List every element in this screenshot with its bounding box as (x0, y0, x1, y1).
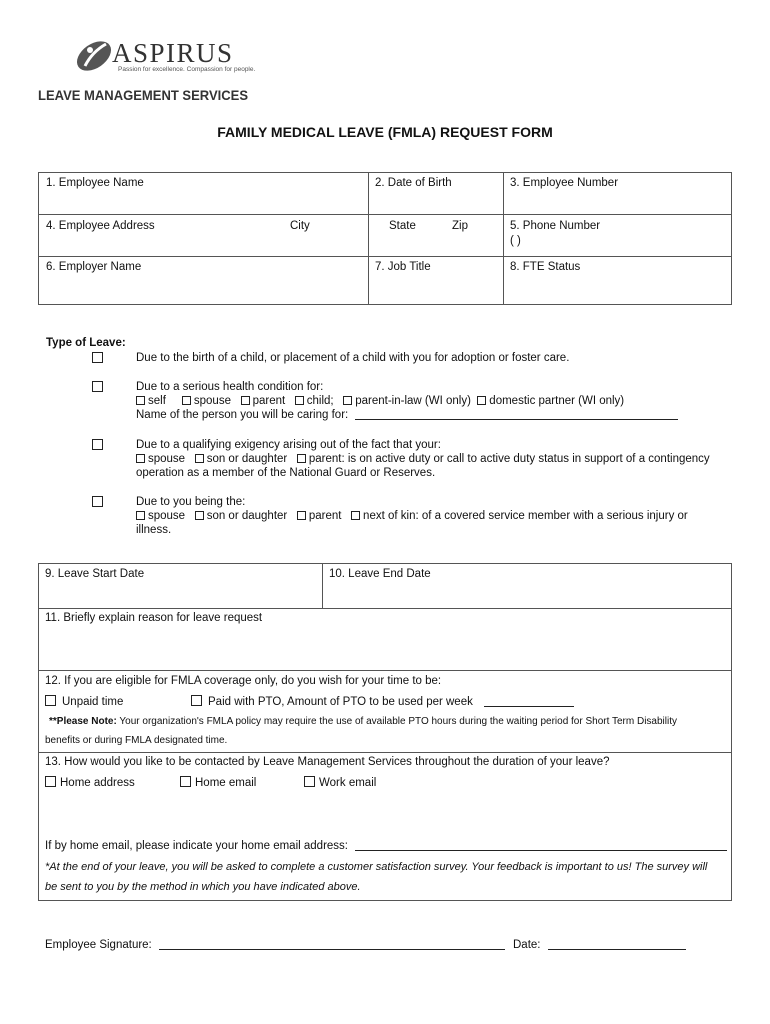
leave-health-checkbox[interactable] (92, 381, 103, 392)
being-spouse-label: spouse (148, 510, 186, 522)
employee-signature-label: Employee Signature: (45, 939, 152, 951)
being-next-of-kin-checkbox[interactable] (351, 511, 360, 520)
health-parent-checkbox[interactable] (241, 396, 250, 405)
exigency-child-checkbox[interactable] (195, 454, 204, 463)
health-spouse-checkbox[interactable] (182, 396, 191, 405)
being-line2: illness. (136, 524, 172, 536)
health-parent-label: parent (252, 395, 286, 407)
unpaid-checkbox[interactable] (45, 695, 56, 706)
home-email-prompt: If by home email, please indicate your home email address: (45, 840, 348, 852)
phone-number-field[interactable] (590, 236, 729, 250)
logo-tagline: Passion for excellence. Compassion for people. (118, 66, 256, 73)
exigency-options-row (136, 453, 710, 465)
phone-area-code-parens: ( ) (510, 235, 521, 247)
pto-amount-field[interactable] (484, 696, 574, 707)
exigency-spouse-label: spouse (148, 453, 186, 465)
being-spouse-checkbox[interactable] (136, 511, 145, 520)
leave-start-date-label: 9. Leave Start Date (45, 568, 145, 580)
caring-for-row (136, 409, 678, 421)
survey-note-line1: *At the end of your leave, you will be asked to complete a customer satisfaction survey. Your feedback is important to us! The survey will (45, 861, 708, 873)
caring-for-field[interactable] (355, 409, 678, 420)
home-email-row (45, 840, 727, 852)
survey-note-line2: be sent to you by the method in which you have indicated above. (45, 881, 361, 893)
leave-reason-field[interactable] (45, 632, 729, 646)
health-self-label: self (148, 395, 166, 407)
fte-status-field[interactable] (510, 280, 729, 294)
aspirus-logo-icon (72, 34, 116, 78)
leave-end-date-field[interactable] (329, 585, 728, 599)
being-options-row (136, 510, 688, 522)
leave-reason-label: 11. Briefly explain reason for leave request (45, 612, 263, 624)
signature-row (45, 939, 505, 951)
employee-name-field[interactable] (46, 193, 365, 207)
paid-pto-option (191, 695, 574, 708)
leave-birth-label: Due to the birth of a child, or placement of a child with you for adoption or foster care. (136, 352, 570, 364)
health-domestic-partner-label: domestic partner (WI only) (489, 395, 625, 407)
date-of-birth-label: 2. Date of Birth (375, 177, 452, 189)
employee-number-field[interactable] (510, 193, 729, 207)
health-spouse-label: spouse (193, 395, 231, 407)
leave-start-date-field[interactable] (45, 585, 319, 599)
q13-text: 13. How would you like to be contacted by Leave Management Services throughout the duration of your leave? (45, 756, 610, 768)
fte-status-label: 8. FTE Status (510, 261, 581, 273)
leave-being-checkbox[interactable] (92, 496, 103, 507)
unpaid-option (45, 695, 123, 708)
employer-name-field[interactable] (46, 280, 365, 294)
health-parent-in-law-checkbox[interactable] (343, 396, 352, 405)
being-parent-label: parent (308, 510, 342, 522)
zip-label: Zip (452, 220, 468, 232)
home-email-field[interactable] (355, 840, 727, 851)
pto-note-bold: **Please Note: (49, 716, 117, 727)
form-title: FAMILY MEDICAL LEAVE (FMLA) REQUEST FORM (217, 124, 553, 140)
exigency-parent-label: parent: (308, 453, 345, 465)
employee-name-label: 1. Employee Name (46, 177, 144, 189)
paid-pto-label: Paid with PTO, Amount of PTO to be used per week (208, 696, 473, 708)
being-next-of-kin-label: next of kin: (363, 510, 419, 522)
being-rest-text: of a covered service member with a serious injury or (421, 510, 688, 522)
caring-for-label: Name of the person you will be caring for: (136, 409, 349, 421)
being-parent-checkbox[interactable] (297, 511, 306, 520)
exigency-rest-text: is on active duty or call to active duty status in support of a contingency (347, 453, 710, 465)
contact-home-email-option (180, 776, 256, 789)
job-title-field[interactable] (375, 280, 499, 294)
type-of-leave-heading: Type of Leave: (46, 337, 126, 349)
health-domestic-partner-checkbox[interactable] (477, 396, 486, 405)
logo-wordmark: ASPIRUS (112, 38, 234, 68)
department-heading: LEAVE MANAGEMENT SERVICES (38, 87, 249, 103)
contact-home-address-option (45, 776, 135, 789)
health-parent-in-law-label: parent-in-law (WI only) (355, 395, 471, 407)
leave-health-label: Due to a serious health condition for: (136, 381, 324, 393)
pto-note (49, 716, 677, 727)
leave-birth-checkbox[interactable] (92, 352, 103, 363)
pto-note-line2: benefits or during FMLA designated time. (45, 735, 228, 746)
contact-work-email-option (304, 776, 376, 789)
city-label: City (290, 220, 310, 232)
employee-address-label: 4. Employee Address (46, 220, 155, 232)
date-row (513, 939, 686, 951)
exigency-parent-checkbox[interactable] (297, 454, 306, 463)
exigency-child-label: son or daughter (206, 453, 288, 465)
contact-home-email-checkbox[interactable] (180, 776, 191, 787)
contact-work-email-label: Work email (319, 777, 377, 789)
unpaid-label: Unpaid time (62, 696, 124, 708)
contact-home-address-label: Home address (60, 777, 135, 789)
health-child-label: child; (306, 395, 334, 407)
contact-work-email-checkbox[interactable] (304, 776, 315, 787)
leave-exigency-checkbox[interactable] (92, 439, 103, 450)
leave-being-label: Due to you being the: (136, 496, 246, 508)
job-title-label: 7. Job Title (375, 261, 431, 273)
health-options-row (136, 395, 624, 407)
employee-address-field[interactable] (46, 236, 365, 250)
exigency-spouse-checkbox[interactable] (136, 454, 145, 463)
being-child-label: son or daughter (206, 510, 288, 522)
employee-signature-field[interactable] (159, 939, 505, 950)
employee-number-label: 3. Employee Number (510, 177, 619, 189)
date-of-birth-field[interactable] (375, 193, 499, 207)
being-child-checkbox[interactable] (195, 511, 204, 520)
contact-home-email-label: Home email (195, 777, 257, 789)
pto-note-text: Your organization's FMLA policy may require the use of available PTO hours during the waiting period for Short Term Disability (119, 716, 677, 727)
exigency-line2: operation as a member of the National Guard or Reserves. (136, 467, 436, 479)
signature-date-field[interactable] (548, 939, 686, 950)
leave-end-date-label: 10. Leave End Date (329, 568, 431, 580)
employer-name-label: 6. Employer Name (46, 261, 142, 273)
state-label: State (389, 220, 416, 232)
health-child-checkbox[interactable] (295, 396, 304, 405)
leave-exigency-label: Due to a qualifying exigency arising out of the fact that your: (136, 439, 441, 451)
contact-home-address-checkbox[interactable] (45, 776, 56, 787)
signature-date-label: Date: (513, 939, 541, 951)
q12-text: 12. If you are eligible for FMLA coverage only, do you wish for your time to be: (45, 675, 442, 687)
health-self-checkbox[interactable] (136, 396, 145, 405)
phone-number-label: 5. Phone Number (510, 220, 601, 232)
paid-pto-checkbox[interactable] (191, 695, 202, 706)
